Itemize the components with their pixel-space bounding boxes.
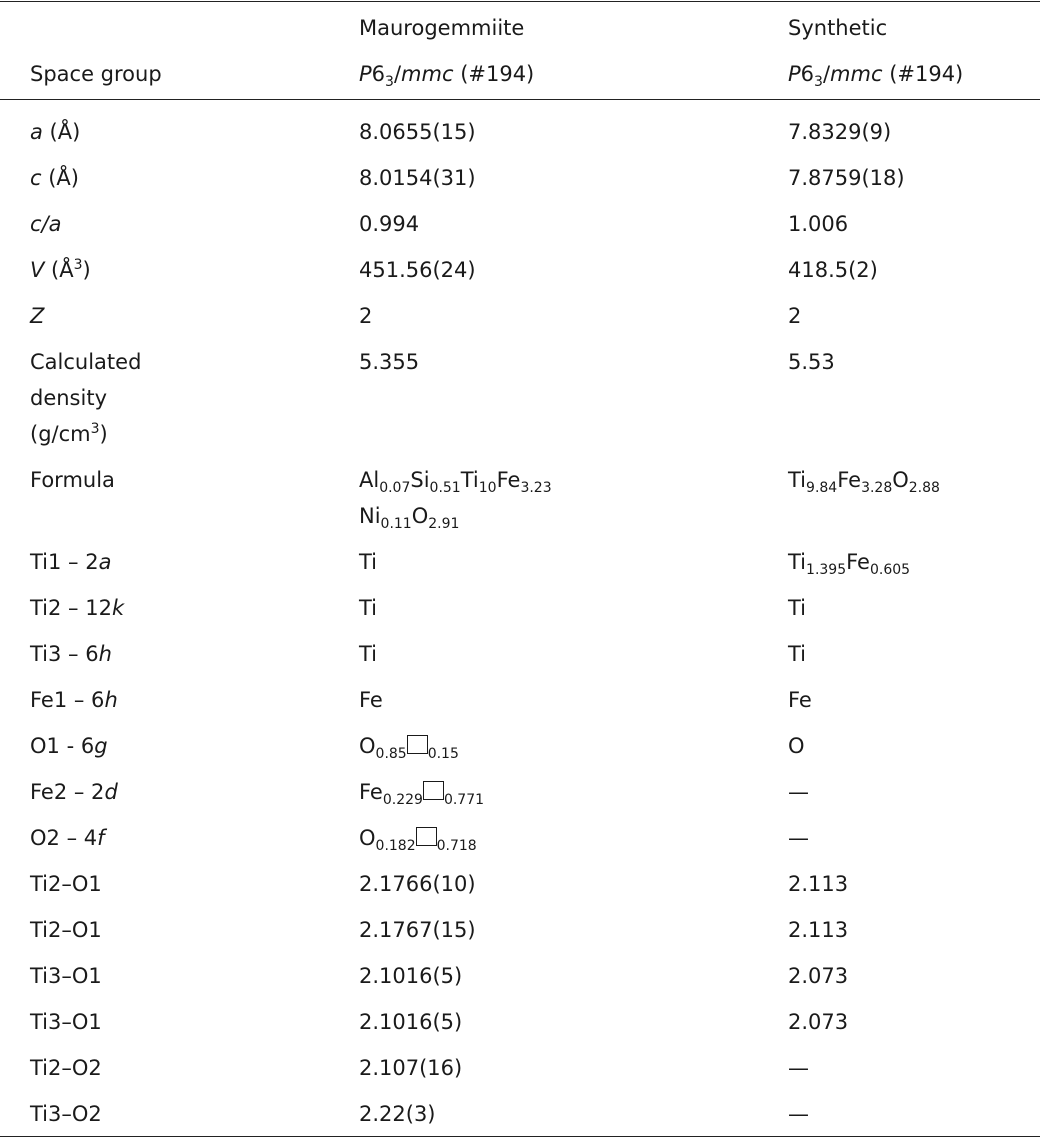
italic-text: a (30, 120, 43, 144)
synthetic-value (788, 539, 1040, 585)
italic-text: mmc (830, 62, 883, 86)
row-label (0, 723, 359, 769)
cell-line (788, 912, 1040, 948)
cell-line (359, 206, 788, 242)
cell-line (788, 544, 1040, 580)
table-row (0, 539, 1040, 585)
maurogemmiite-value (359, 953, 788, 999)
table-row (0, 201, 1040, 247)
cell-line (359, 866, 788, 902)
subscript: 10 (478, 480, 497, 496)
synthetic-value (788, 999, 1040, 1045)
subscript: 3 (385, 74, 394, 90)
italic-text: g (94, 734, 108, 758)
text: — (788, 826, 809, 850)
row-label (0, 100, 359, 156)
text: Synthetic (788, 16, 888, 40)
cell-line (359, 498, 788, 534)
maurogemmiite-value (359, 1091, 788, 1137)
text: 7.8759(18) (788, 166, 905, 190)
italic-text: c (30, 166, 42, 190)
cell-line (788, 682, 1040, 718)
cell-line (788, 344, 1040, 380)
table-row (0, 293, 1040, 339)
synthetic-value (788, 1091, 1040, 1137)
synthetic-value (788, 677, 1040, 723)
text: 8.0655(15) (359, 120, 476, 144)
synthetic-value (788, 815, 1040, 861)
cell-line (359, 912, 788, 948)
text: Ti3–O1 (30, 964, 102, 988)
cell-line (788, 1050, 1040, 1086)
synthetic-value (788, 585, 1040, 631)
cell-line (30, 252, 359, 288)
cell-line (30, 51, 359, 97)
cell-line (30, 114, 359, 150)
table-row (0, 953, 1040, 999)
maurogemmiite-value (359, 907, 788, 953)
text: Calculated (30, 350, 142, 374)
text: 2.1016(5) (359, 1010, 463, 1034)
text: Maurogemmiite (359, 16, 525, 40)
text: 8.0154(31) (359, 166, 476, 190)
cell-line (30, 682, 359, 718)
text: Fe (837, 468, 862, 492)
superscript: 3 (90, 421, 100, 437)
row-label (0, 585, 359, 631)
cell-line (788, 160, 1040, 196)
synthetic-value (788, 100, 1040, 156)
table-body (0, 100, 1040, 1137)
synthetic-value (788, 201, 1040, 247)
text: O (411, 504, 429, 528)
cell-line (359, 636, 788, 672)
cell-line (788, 1096, 1040, 1132)
table-row (0, 457, 1040, 539)
italic-text: h (104, 688, 118, 712)
row-label (0, 815, 359, 861)
cell-line (359, 114, 788, 150)
text: (g/cm (30, 422, 91, 446)
row-label (0, 769, 359, 815)
text: density (30, 386, 107, 410)
cell-line (359, 820, 788, 856)
italic-text: k (111, 596, 125, 620)
row-label (0, 201, 359, 247)
text: (Å (44, 258, 74, 282)
table-row (0, 677, 1040, 723)
cell-line (359, 252, 788, 288)
subscript: 0.15 (427, 746, 459, 762)
synthetic-value (788, 339, 1040, 457)
cell-line (30, 344, 359, 380)
text: ) (82, 258, 91, 282)
text: 2.1016(5) (359, 964, 463, 988)
cell-line (788, 206, 1040, 242)
text: Ti2–O1 (30, 918, 102, 942)
synthetic-value (788, 155, 1040, 201)
cell-line (30, 160, 359, 196)
italic-text: P (788, 62, 801, 86)
row-label (0, 999, 359, 1045)
subscript: 2.88 (908, 480, 940, 496)
text: Formula (30, 468, 115, 492)
text: — (788, 1056, 809, 1080)
text: — (788, 780, 809, 804)
cell-line (788, 590, 1040, 626)
cell-line (788, 774, 1040, 810)
text: 2.073 (788, 964, 849, 988)
table-row (0, 585, 1040, 631)
maurogemmiite-value (359, 201, 788, 247)
subscript: 9.84 (806, 480, 838, 496)
row-label (0, 907, 359, 953)
row-label (0, 247, 359, 293)
text: 2.073 (788, 1010, 849, 1034)
maurogemmiite-value (359, 457, 788, 539)
text: Fe1 – 6 (30, 688, 105, 712)
cell-line (359, 958, 788, 994)
subscript: 0.605 (869, 562, 911, 578)
text: Space group (30, 62, 162, 86)
cell-line (359, 1004, 788, 1040)
text: 2 (359, 304, 373, 328)
cell-line (788, 298, 1040, 334)
subscript: 2.91 (428, 516, 460, 532)
text: Fe (788, 688, 812, 712)
cell-line (30, 298, 359, 334)
text: Ti (460, 468, 479, 492)
text: 2.107(16) (359, 1056, 463, 1080)
maurogemmiite-value (359, 677, 788, 723)
text: O1 - 6 (30, 734, 95, 758)
text: — (788, 1102, 809, 1126)
italic-text: h (98, 642, 112, 666)
cell-line (359, 682, 788, 718)
cell-line (359, 544, 788, 580)
table-row (0, 769, 1040, 815)
synthetic-value (788, 907, 1040, 953)
table-row (0, 339, 1040, 457)
cell-line (788, 462, 1040, 498)
cell-line (359, 462, 788, 498)
text: O (359, 734, 376, 758)
cell-line (30, 912, 359, 948)
text: ) (99, 422, 108, 446)
italic-text: mmc (401, 62, 454, 86)
cell-line (359, 344, 788, 380)
text: (#194) (453, 62, 535, 86)
row-label (0, 953, 359, 999)
subscript: 0.771 (443, 792, 485, 808)
vacancy-box-icon (416, 827, 437, 846)
text: Fe (496, 468, 521, 492)
text: Ti3–O1 (30, 1010, 102, 1034)
text: (Å) (41, 166, 79, 190)
text: 2.113 (788, 918, 849, 942)
maurogemmiite-value (359, 631, 788, 677)
text: Ti3–O2 (30, 1102, 102, 1126)
synthetic-value (788, 457, 1040, 539)
italic-text: d (104, 780, 118, 804)
text: 0.994 (359, 212, 420, 236)
table-row (0, 999, 1040, 1045)
text: 2.1766(10) (359, 872, 476, 896)
italic-text: Z (30, 304, 45, 328)
cell-line (30, 416, 359, 452)
cell-line (359, 5, 788, 51)
synthetic-value (788, 769, 1040, 815)
text: 5.53 (788, 350, 835, 374)
subscript: 0.07 (379, 480, 411, 496)
italic-text: P (359, 62, 372, 86)
text: Ti (788, 468, 807, 492)
row-label (0, 155, 359, 201)
text: O (359, 826, 376, 850)
vacancy-box-icon (407, 735, 428, 754)
text: Fe (359, 780, 383, 804)
text: O (892, 468, 909, 492)
subscript: 0.11 (380, 516, 412, 532)
synthetic-value (788, 1045, 1040, 1091)
cell-line (359, 728, 788, 764)
italic-text: c/a (30, 212, 62, 236)
maurogemmiite-value (359, 247, 788, 293)
row-label (0, 339, 359, 457)
text: 2.22(3) (359, 1102, 436, 1126)
text: 6 (800, 62, 815, 86)
row-label (0, 1045, 359, 1091)
cell-line (359, 590, 788, 626)
cell-line (359, 298, 788, 334)
maurogemmiite-value (359, 769, 788, 815)
text: Ti2 – 12 (30, 596, 112, 620)
text: 2 (788, 304, 802, 328)
maurogemmiite-value (359, 539, 788, 585)
text: Fe2 – 2 (30, 780, 105, 804)
text: Ni (359, 504, 381, 528)
synthetic-value (788, 861, 1040, 907)
table-row (0, 155, 1040, 201)
cell-line (788, 51, 1040, 97)
superscript: 3 (73, 257, 83, 273)
italic-text: a (98, 550, 112, 574)
cell-line (788, 958, 1040, 994)
cell-line (30, 1004, 359, 1040)
text: Ti (359, 596, 378, 620)
subscript: 0.182 (375, 838, 416, 854)
cell-line (788, 866, 1040, 902)
cell-line (788, 252, 1040, 288)
cell-line (30, 590, 359, 626)
text: Ti (359, 550, 378, 574)
maurogemmiite-value (359, 815, 788, 861)
cell-line (30, 958, 359, 994)
subscript: 0.229 (382, 792, 423, 808)
header-row-label (0, 2, 359, 100)
maurogemmiite-value (359, 585, 788, 631)
crystal-data-table (0, 1, 1040, 1137)
table-row (0, 907, 1040, 953)
text: Fe (359, 688, 383, 712)
text: Fe (846, 550, 870, 574)
cell-line (788, 5, 1040, 51)
table-header (0, 2, 1040, 100)
cell-line (30, 1050, 359, 1086)
table-row (0, 1045, 1040, 1091)
subscript: 3.23 (520, 480, 552, 496)
text: Ti2–O1 (30, 872, 102, 896)
subscript: 3.28 (861, 480, 893, 496)
cell-line (788, 114, 1040, 150)
text: Ti1 – 2 (30, 550, 99, 574)
synthetic-value (788, 723, 1040, 769)
text: / (393, 62, 402, 86)
cell-line (359, 1096, 788, 1132)
cell-line (30, 728, 359, 764)
cell-line (30, 820, 359, 856)
maurogemmiite-value (359, 100, 788, 156)
cell-line (30, 206, 359, 242)
cell-line (788, 1004, 1040, 1040)
cell-line (30, 544, 359, 580)
italic-text: f (97, 826, 105, 850)
subscript: 1.395 (806, 562, 847, 578)
row-label (0, 293, 359, 339)
cell-line (359, 160, 788, 196)
cell-line (30, 380, 359, 416)
synthetic-value (788, 293, 1040, 339)
table-row (0, 100, 1040, 156)
row-label (0, 861, 359, 907)
subscript: 3 (814, 74, 823, 90)
cell-line (30, 1096, 359, 1132)
text: 2.1767(15) (359, 918, 476, 942)
cell-line (359, 1050, 788, 1086)
row-label (0, 457, 359, 539)
cell-line (788, 636, 1040, 672)
maurogemmiite-value (359, 1045, 788, 1091)
synthetic-value (788, 247, 1040, 293)
text: 451.56(24) (359, 258, 476, 282)
text: (#194) (882, 62, 964, 86)
row-label (0, 631, 359, 677)
text: Ti (788, 642, 807, 666)
text: O (788, 734, 805, 758)
table-row (0, 861, 1040, 907)
header-row (0, 2, 1040, 100)
row-label (0, 677, 359, 723)
text: 418.5(2) (788, 258, 878, 282)
text: 6 (371, 62, 386, 86)
text: 2.113 (788, 872, 849, 896)
synthetic-value (788, 953, 1040, 999)
row-label (0, 1091, 359, 1137)
maurogemmiite-value (359, 339, 788, 457)
table-row (0, 631, 1040, 677)
maurogemmiite-value (359, 999, 788, 1045)
cell-line (788, 820, 1040, 856)
vacancy-box-icon (423, 781, 444, 800)
synthetic-value (788, 631, 1040, 677)
maurogemmiite-value (359, 155, 788, 201)
text: 1.006 (788, 212, 849, 236)
subscript: 0.718 (436, 838, 477, 854)
text: 7.8329(9) (788, 120, 892, 144)
text: Ti (359, 642, 378, 666)
maurogemmiite-value (359, 723, 788, 769)
header-synthetic-value (788, 2, 1040, 100)
cell-line (30, 774, 359, 810)
subscript: 0.51 (429, 480, 461, 496)
table-row (0, 1091, 1040, 1137)
row-label (0, 539, 359, 585)
cell-line (30, 866, 359, 902)
subscript: 0.85 (375, 746, 407, 762)
header-maurogemmiite-value (359, 2, 788, 100)
table-row (0, 723, 1040, 769)
cell-line (788, 728, 1040, 764)
text: Al (359, 468, 380, 492)
cell-line (359, 51, 788, 97)
italic-text: V (30, 258, 45, 282)
cell-line (30, 636, 359, 672)
table-row (0, 247, 1040, 293)
text: (Å) (42, 120, 81, 144)
text: Ti (788, 550, 807, 574)
text: Ti3 – 6 (30, 642, 99, 666)
maurogemmiite-value (359, 293, 788, 339)
text: Ti (788, 596, 807, 620)
text: / (822, 62, 831, 86)
cell-line (30, 462, 359, 498)
maurogemmiite-value (359, 861, 788, 907)
text: O2 – 4 (30, 826, 98, 850)
text: Si (410, 468, 430, 492)
cell-line (359, 774, 788, 810)
text: Ti2–O2 (30, 1056, 102, 1080)
text: 5.355 (359, 350, 420, 374)
table-row (0, 815, 1040, 861)
